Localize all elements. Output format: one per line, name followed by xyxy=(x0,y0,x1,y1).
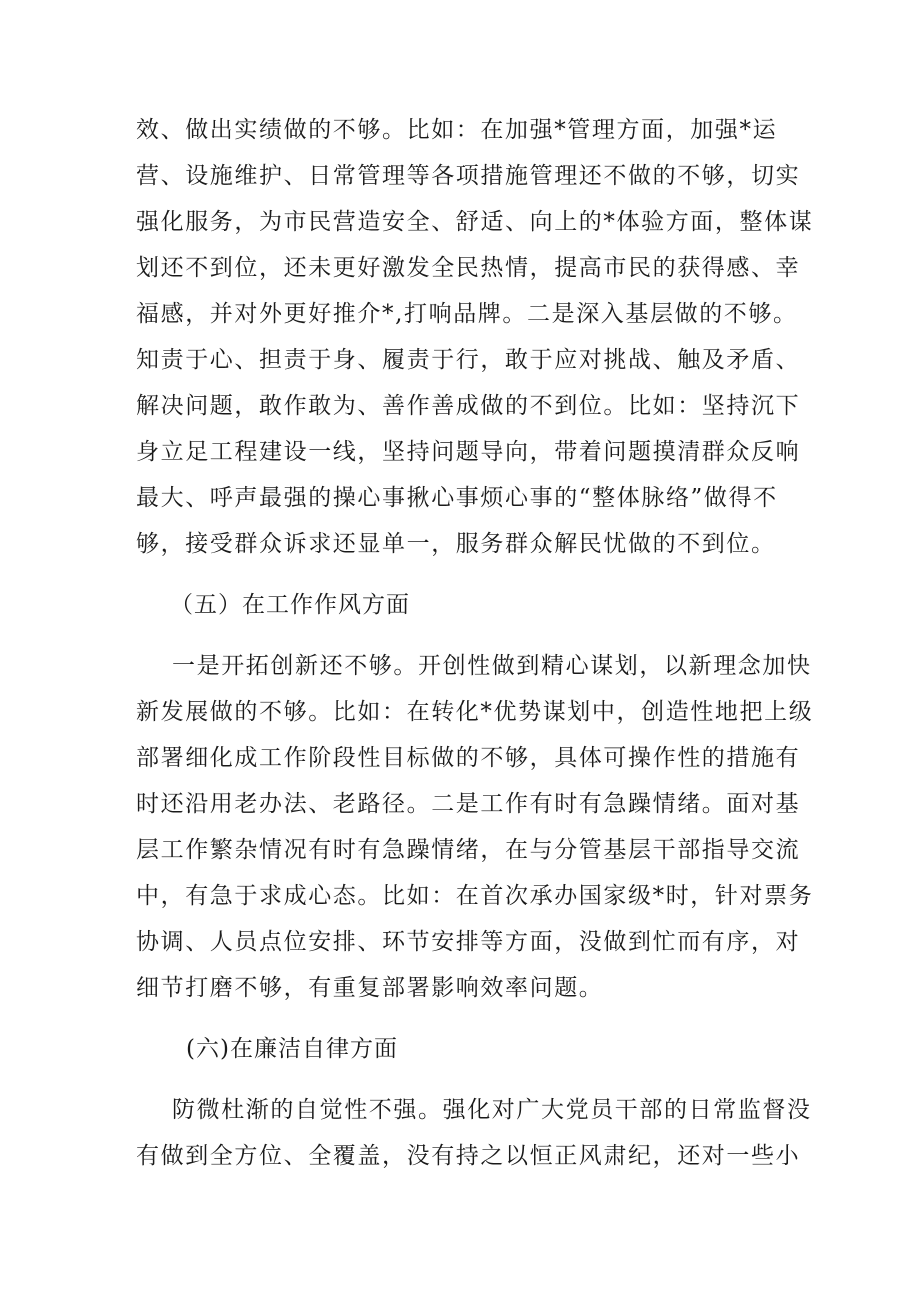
text-line: 新发展做的不够。比如：在转化*优势谋划中，创造性地把上级 xyxy=(136,699,814,725)
section-heading-five: （五）在工作作风方面 xyxy=(170,592,410,618)
text-line: 营、设施维护、日常管理等各项措施管理还不做的不够，切实 xyxy=(136,163,801,189)
text-line: 层工作繁杂情况有时有急躁情绪，在与分管基层干部指导交流 xyxy=(136,837,801,863)
text-line: 细节打磨不够，有重复部署影响效率问题。 xyxy=(136,975,604,1001)
text-line: 最大、呼声最强的操心事揪心事烦心事的“整体脉络”做得不 xyxy=(136,485,778,511)
text-line: 效、做出实绩做的不够。比如：在加强*管理方面，加强*运 xyxy=(136,117,778,143)
text-line: 解决问题，敢作敢为、善作善成做的不到位。比如：坚持沉下 xyxy=(136,393,801,419)
text-line: 福感，并对外更好推介*,打响品牌。二是深入基层做的不够。 xyxy=(136,301,798,327)
text-line: 防微杜渐的自觉性不强。强化对广大党员干部的日常监督没 xyxy=(172,1097,812,1123)
text-line: 一是开拓创新还不够。开创性做到精心谋划，以新理念加快 xyxy=(172,653,812,679)
text-line: 知责于心、担责于身、履责于行，敢于应对挑战、触及矛盾、 xyxy=(136,347,801,373)
text-line: 身立足工程建设一线，坚持问题导向，带着问题摸清群众反响 xyxy=(136,439,801,465)
text-line: 够，接受群众诉求还显单一，服务群众解民忧做的不到位。 xyxy=(136,531,776,557)
text-line: 强化服务，为市民营造安全、舒适、向上的*体验方面，整体谋 xyxy=(136,209,814,235)
text-line: 有做到全方位、全覆盖，没有持之以恒正风肃纪，还对一些小 xyxy=(136,1143,801,1169)
text-line: 中，有急于求成心态。比如：在首次承办国家级*时，针对票务 xyxy=(136,883,814,909)
text-line: 划还不到位，还未更好激发全民热情，提高市民的获得感、幸 xyxy=(136,255,801,281)
text-line: 协调、人员点位安排、环节安排等方面，没做到忙而有序，对 xyxy=(136,929,801,955)
text-line: 部署细化成工作阶段性目标做的不够，具体可操作性的措施有 xyxy=(136,745,801,771)
text-line: 时还沿用老办法、老路径。二是工作有时有急躁情绪。面对基 xyxy=(136,791,801,817)
section-heading-six: (六)在廉洁自律方面 xyxy=(186,1036,398,1062)
